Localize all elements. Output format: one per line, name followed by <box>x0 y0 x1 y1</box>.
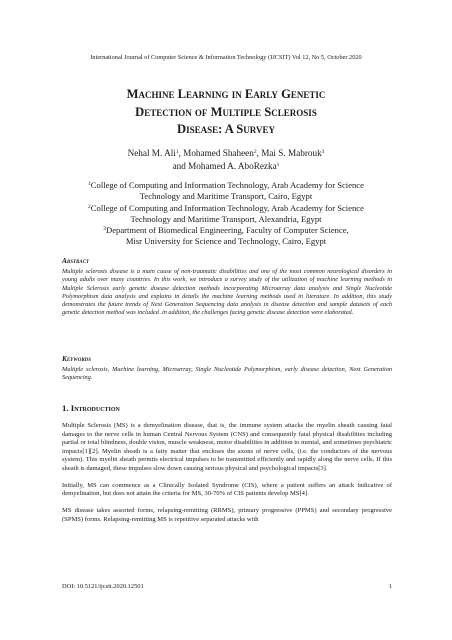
author-affil-sup: 1 <box>175 149 179 155</box>
author-list <box>40 147 412 172</box>
author-sep: , <box>256 148 262 158</box>
body-paragraph: Multiple Sclerosis (MS) is a demyelination disease, that is, the immune system attacks the myelin sheath causing fatal damages to the nerve cells in human Central Nervous System (CNS) and consequently fatal physical disabilities including partial or total blindness, double vision, muscle weakness, motor disabilities in addition to mental, and sometimes psychiatric impacts[1][2]. Myelin sheath is a fatty matter that encloses the axons of nerve cells, (i.e. the conductors of the nervous system). This myelin sheath permits electrical impulses to be transmitted efficiently and rapidly along the nerve cells. If this sheath is damaged, these impulses slow down causing serious physical and psychological impacts[3]. <box>62 422 392 472</box>
author-affil-sup: 2 <box>253 149 257 155</box>
authors-line-2 <box>40 160 412 173</box>
title-line: Machine Learning in Early Genetic <box>126 87 326 101</box>
author-name: Mai S. Mabrouk <box>261 148 322 158</box>
section-heading-introduction: 1. Introduction <box>62 403 120 413</box>
body-paragraph: MS disease takes assorted forms, relapsing-remitting (RRMS), primary progressive (PPMS) and secondary progressive (SPMS) forms. Relapsing-remitting MS is repetitive separated attacks with <box>62 507 392 523</box>
body-paragraph: Initially, MS can commence as a Clinically Isolated Syndrome (CIS), where a patient suffers an attack indicative of demyelination, but does not attain the criteria for MS, 30-70% of CIS patients develop MS[4]. <box>62 481 392 498</box>
affiliation-line: Department of Biomedical Engineering, Faculty of Computer Science, <box>106 225 349 236</box>
affiliation-line: Technology and Maritime Transport, Alexandria, Egypt <box>130 213 322 224</box>
author-affil-sup: 3 <box>321 149 325 155</box>
abstract-heading: Abstract <box>62 256 90 265</box>
author-affil-sup: 1 <box>276 161 280 168</box>
doi-text: DOI: 10.5121/ijcsit.2020.12501 <box>62 583 144 590</box>
author-name: Mohamed A. AboRezka <box>188 160 277 171</box>
affiliation <box>40 180 412 203</box>
title-line: Detection of Multiple Sclerosis <box>135 104 317 119</box>
page-number: 1 <box>388 583 392 590</box>
author-conjunction: and <box>172 160 189 171</box>
affiliation-line: Technology and Maritime Transport, Cairo, Egypt <box>139 191 313 202</box>
author-name: Nehal M. Ali <box>127 148 176 158</box>
affiliation <box>40 225 412 248</box>
running-header: International Journal of Computer Science & Information Technology (IJCSIT) Vol 12, No 5, October 2020 <box>90 54 362 61</box>
affiliation <box>40 203 412 226</box>
affiliation-sup: 3 <box>103 226 107 233</box>
page-footer <box>62 583 392 590</box>
author-name: Mohamed Shaheen <box>183 148 254 158</box>
affiliation-line: College of Computing and Information Technology, Arab Academy for Science <box>90 202 364 213</box>
affiliation-list <box>40 180 412 248</box>
title-line: Disease: A Survey <box>177 122 275 136</box>
keywords-text: Multiple sclerosis, Machine learning, Microarray, Single Nucleotide Polymorphism, early disease detection, Next Generation Sequencing. <box>62 366 392 382</box>
keywords-heading: Keywords <box>62 354 92 363</box>
affiliation-line: Misr University for Science and Technology, Cairo, Egypt <box>125 236 327 247</box>
paper-title <box>40 86 412 139</box>
affiliation-sup: 2 <box>88 203 91 210</box>
affiliation-sup: 1 <box>88 181 91 187</box>
affiliation-line: College of Computing and Information Technology, Arab Academy for Science <box>90 180 364 190</box>
authors-line-1 <box>40 147 412 160</box>
introduction-body <box>62 422 392 533</box>
abstract-text: Multiple sclerosis disease is a main cause of non-traumatic disabilities and one of the most common neurological disorders in young adults over many countries. In this work, we introduce a survey study of the utilization of machine learning methods in Multiple Sclerosis early genetic disease detection methods incorporating Microarray data analysis and Single Nucleotide Polymorphism data analysis and explains in details the machine learning methods used in literature. In addition, this study demonstrates the future trends of Next Generation Sequencing data analysis in disease detection and sample datasets of each genetic detection method was included .in addition, the challenges facing genetic disease detection were elaborated. <box>62 268 392 317</box>
author-sep: , <box>178 148 184 158</box>
